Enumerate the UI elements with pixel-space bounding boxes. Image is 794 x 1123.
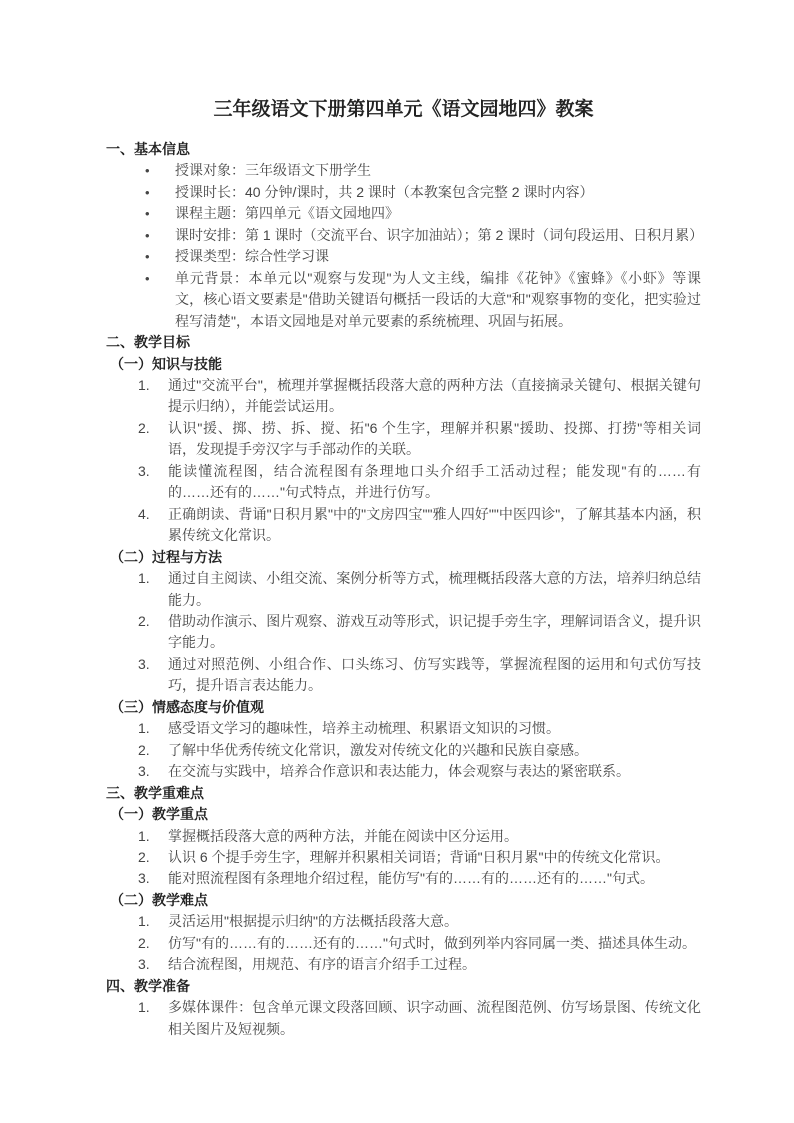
list-item [106, 847, 701, 868]
list-item [106, 954, 701, 975]
list-item-text: 能读懂流程图，结合流程图有条理地口头介绍手工活动过程；能发现"有的……有的……还有的……"句式特点，并进行仿写。 [168, 462, 701, 501]
item-number: 1. [138, 999, 150, 1016]
list-item-text: 授课对象：三年级语文下册学生 [175, 162, 371, 179]
list-item-text: 了解中华优秀传统文化常识，激发对传统文化的兴趣和民族自豪感。 [168, 741, 588, 758]
item-number: 1. [138, 570, 150, 587]
list-item [106, 375, 701, 418]
list-item [106, 933, 701, 954]
item-number: 2. [138, 848, 150, 865]
list-item-text: 授课时长：40 分钟/课时，共 2 课时（本教案包含完整 2 课时内容） [175, 183, 594, 200]
list-item [106, 504, 701, 547]
item-number: 4. [138, 505, 150, 522]
section-preparation [106, 976, 701, 1040]
list-item-text: 课时安排：第 1 课时（交流平台、识字加油站）；第 2 课时（词句段运用、日积月累） [175, 226, 704, 243]
list-item [106, 997, 701, 1040]
list-item-text: 通过对照范例、小组合作、口头练习、仿写实践等，掌握流程图的运用和句式仿写技巧，提升语言表达能力。 [168, 655, 701, 694]
section-heading-key-difficult-points: 三、教学重难点 [106, 784, 204, 801]
list-item-text: 结合流程图，用规范、有序的语言介绍手工过程。 [168, 956, 476, 973]
bullet-icon: • [145, 163, 150, 179]
item-number: 1. [138, 913, 150, 930]
list-item-text: 课程主题：第四单元《语文园地四》 [175, 205, 399, 222]
list-item-text: 单元背景：本单元以"观察与发现"为人文主线，编排《花钟》《蜜蜂》《小虾》等课文，核心语文要素是"借助关键语句概括一段话的大意"和"观察事物的变化，把实验过程写清楚"，本语文园地是对单元要素的系统梳理、巩固与拓展。 [175, 269, 701, 329]
bullet-icon: • [145, 206, 150, 222]
bullet-icon: • [145, 270, 150, 286]
section-heading-basic-info: 一、基本信息 [106, 141, 190, 157]
subheading-teaching-focus: （一）教学重点 [110, 806, 208, 823]
item-number: 3. [138, 956, 150, 973]
list-item-text: 正确朗读、背诵"日积月累"中的"文房四宝""雅人四好""中医四诊"，了解其基本内涵，积累传统文化常识。 [168, 505, 701, 544]
section-teaching-goals [106, 332, 701, 783]
bullet-icon: • [145, 227, 150, 243]
item-number: 2. [138, 612, 150, 629]
list-item [106, 225, 704, 246]
list-item-text: 认识"援、掷、捞、拆、搅、拓"6 个生字，理解并积累"援助、投掷、打捞"等相关词语，发现提手旁汉字与手部动作的关联。 [168, 419, 701, 458]
section-key-difficult-points [106, 783, 701, 976]
bullet-icon: • [145, 184, 150, 200]
list-item-text: 认识 6 个提手旁生字，理解并积累相关词语；背诵"日积月累"中的传统文化常识。 [168, 848, 670, 865]
subheading-attitudes-values: （三）情感态度与价值观 [110, 698, 264, 715]
section-heading-preparation: 四、教学准备 [106, 977, 190, 994]
list-item-text: 通过自主阅读、小组交流、案例分析等方式，梳理概括段落大意的方法，培养归纳总结能力。 [168, 570, 701, 608]
subheading-knowledge-skills: （一）知识与技能 [110, 355, 222, 372]
list-item [106, 761, 701, 782]
subheading-process-methods: （二）过程与方法 [110, 548, 222, 565]
list-item-text: 仿写"有的……有的……还有的……"句式时，做到列举内容同属一类、描述具体生动。 [168, 934, 696, 951]
item-number: 3. [138, 462, 150, 479]
item-number: 2. [138, 741, 150, 758]
list-item-text: 能对照流程图有条理地介绍过程，能仿写"有的……有的……还有的……"句式。 [168, 870, 654, 887]
list-item [106, 826, 701, 847]
list-item-text: 感受语文学习的趣味性，培养主动梳理、积累语文知识的习惯。 [168, 720, 560, 737]
item-number: 3. [138, 655, 150, 672]
list-item-text: 在交流与实践中，培养合作意识和表达能力，体会观察与表达的紧密联系。 [168, 763, 630, 780]
list-item [106, 418, 701, 461]
list-item [106, 611, 701, 654]
list-item [106, 654, 701, 697]
item-number: 1. [138, 376, 150, 393]
list-item [106, 911, 701, 932]
subheading-teaching-difficulties: （二）教学难点 [110, 891, 208, 908]
item-number: 2. [138, 934, 150, 951]
list-item [106, 246, 701, 267]
list-item-text: 灵活运用"根据提示归纳"的方法概括段落大意。 [168, 913, 458, 930]
list-item [106, 160, 701, 181]
list-item [106, 740, 701, 761]
list-item [106, 461, 701, 504]
list-item-text: 多媒体课件：包含单元课文段落回顾、识字动画、流程图范例、仿写场景图、传统文化相关图片及短视频。 [168, 999, 701, 1037]
list-item [106, 182, 701, 203]
section-heading-teaching-goals: 二、教学目标 [106, 334, 190, 351]
item-number: 3. [138, 870, 150, 887]
item-number: 2. [138, 419, 150, 436]
list-item [106, 568, 701, 611]
list-item-text: 授课类型：综合性学习课 [175, 248, 329, 265]
list-item-text: 掌握概括段落大意的两种方法，并能在阅读中区分运用。 [168, 827, 518, 844]
section-basic-info [106, 139, 704, 332]
list-item [106, 718, 701, 739]
list-item [106, 868, 701, 889]
bullet-icon: • [145, 249, 150, 265]
list-item-text: 借助动作演示、图片观察、游戏互动等形式，识记提手旁生字，理解词语含义，提升识字能力。 [168, 612, 701, 651]
item-number: 1. [138, 827, 150, 844]
item-number: 1. [138, 720, 150, 737]
list-item [106, 268, 701, 332]
item-number: 3. [138, 763, 150, 780]
document-title: 三年级语文下册第四单元《语文园地四》教案 [213, 99, 594, 120]
list-item [106, 203, 701, 224]
list-item-text: 通过"交流平台"，梳理并掌握概括段落大意的两种方法（直接摘录关键句、根据关键句提示归纳），并能尝试运用。 [168, 376, 701, 415]
